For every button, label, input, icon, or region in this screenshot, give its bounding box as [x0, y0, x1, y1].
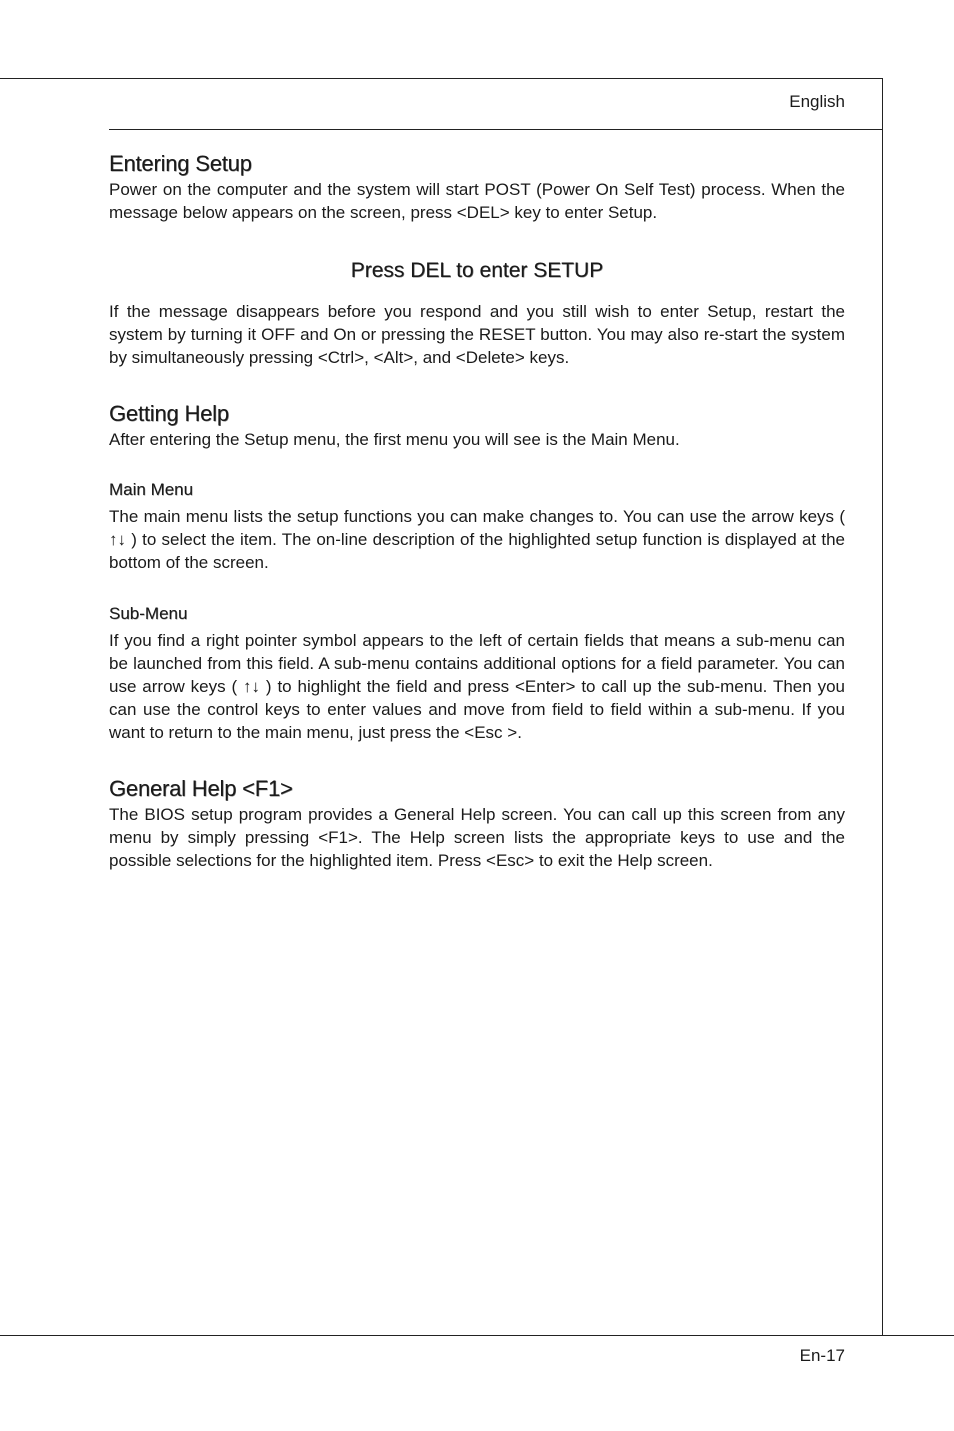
frame-right-border — [882, 78, 883, 1335]
entering-setup-heading: Entering Setup — [109, 151, 252, 176]
page-content — [109, 150, 845, 872]
sub-menu-paragraph: If you find a right pointer symbol appears to the left of certain fields that means a sub-menu can be launched from this field. A sub-menu contains additional options for a field parameter. You can use arrow keys ( ↑↓ ) to highlight the field and press <Enter> to call up the sub-menu. Then you can use the control keys to enter values and move from field to field within a sub-menu. If you want to return to the main menu, just press the <Esc >. — [109, 631, 845, 742]
header-rule — [109, 129, 882, 130]
general-help-paragraph: The BIOS setup program provides a General Help screen. You can call up this screen from any menu by simply pressing <F1>. The Help screen lists the appropriate keys to use and the possible selections for the highlighted item. Press <Esc> to exit the Help screen. — [109, 805, 845, 870]
restart-paragraph: If the message disappears before you respond and you still wish to enter Setup, restart the system by turning it OFF and On or pressing the RESET button. You may also re-start the system by simultaneously pressing <Ctrl>, <Alt>, and <Delete> keys. — [109, 302, 845, 367]
setup-prompt-message: Press DEL to enter SETUP — [350, 259, 604, 282]
getting-help-paragraph: After entering the Setup menu, the first menu you will see is the Main Menu. — [109, 430, 680, 449]
main-menu-paragraph: The main menu lists the setup functions you can make changes to. You can use the arrow keys ( ↑↓ ) to select the item. The on-line description of the highlighted setup function is displayed at the bottom of the screen. — [109, 507, 845, 572]
general-help-heading: General Help <F1> — [109, 776, 293, 801]
language-label: English — [789, 92, 845, 111]
main-menu-heading: Main Menu — [109, 480, 194, 499]
getting-help-heading: Getting Help — [109, 401, 229, 426]
frame-bottom-border — [0, 1335, 954, 1336]
frame-top-border — [0, 78, 882, 79]
sub-menu-heading: Sub-Menu — [109, 604, 188, 623]
entering-setup-paragraph: Power on the computer and the system will start POST (Power On Self Test) process. When the message below appears on the screen, press <DEL> key to enter Setup. — [109, 180, 845, 222]
page-number: En-17 — [799, 1346, 845, 1365]
